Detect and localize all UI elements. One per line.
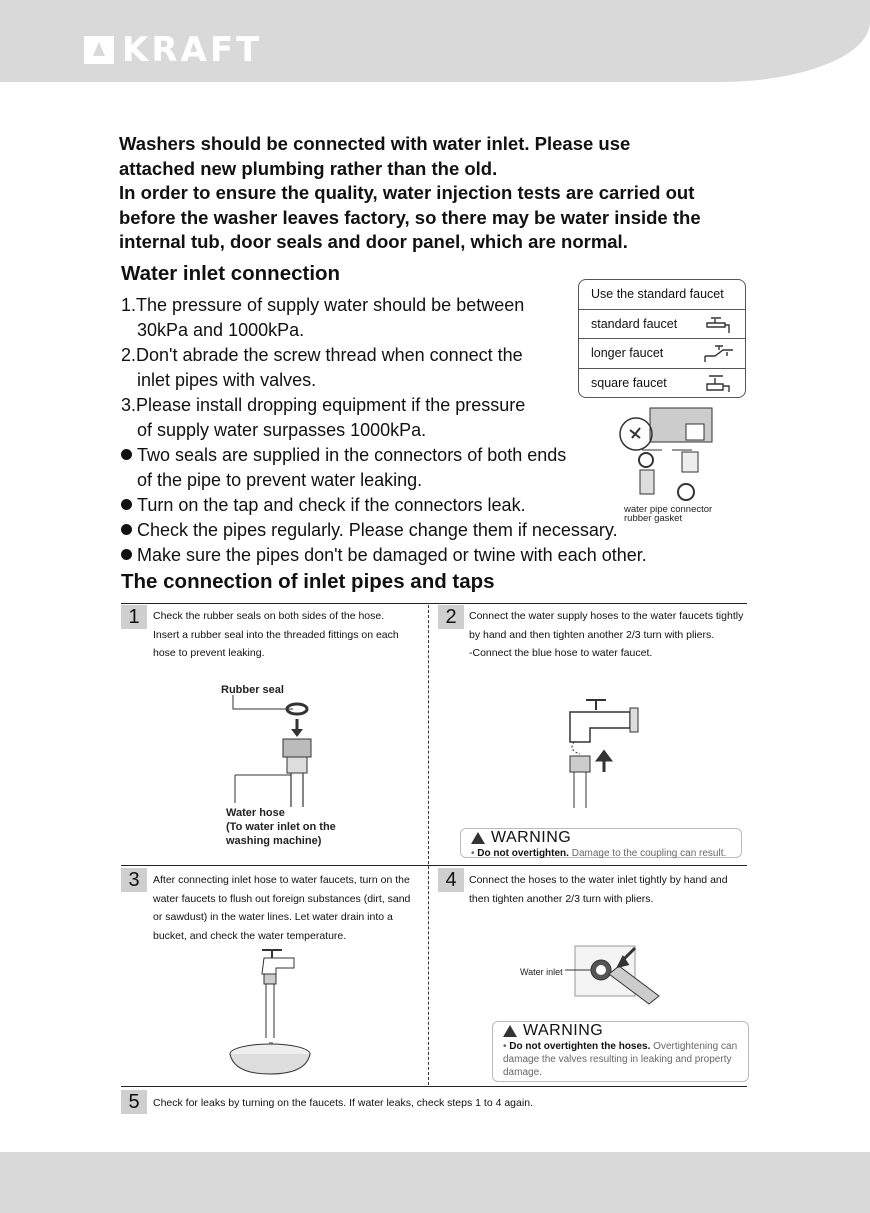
step-5-text: Check for leaks by turning on the faucets. If water leaks, check steps 1 to 4 again. xyxy=(153,1097,533,1109)
list-item: inlet pipes with valves. xyxy=(137,370,317,390)
intro-line: Washers should be connected with water inlet. Please use xyxy=(119,133,631,154)
logo-icon xyxy=(84,36,114,64)
warning-text: • Do not overtighten the hoses. Overtightening can damage the valves resulting in leaking and property damage. xyxy=(503,1041,738,1078)
step-number: 2 xyxy=(438,605,464,629)
step-number: 1 xyxy=(121,605,147,629)
list-item: 1.The pressure of supply water should be between xyxy=(121,295,525,315)
list-item: 3.Please install dropping equipment if the pressure xyxy=(121,395,526,415)
footer-band xyxy=(0,1152,870,1213)
bullet-icon xyxy=(121,524,132,535)
step-3-text: After connecting inlet hose to water faucets, turn on the water faucets to flush out foreign substances (dirt, sand or sawdust) in the water lines. Let water drain into a bucket, and check the water temperature. xyxy=(153,874,411,942)
warning-icon xyxy=(471,832,485,844)
bullet-icon xyxy=(121,499,132,510)
brand-logo xyxy=(84,30,262,70)
connector-caption: water pipe connector rubber gasket xyxy=(624,504,713,524)
warning-icon xyxy=(503,1025,517,1037)
intro-line: before the washer leaves factory, so there may be water inside the xyxy=(119,206,701,228)
faucet-row-standard: standard faucet xyxy=(579,310,745,340)
faucet-row-longer: longer faucet xyxy=(579,339,745,369)
step-number: 5 xyxy=(121,1090,147,1114)
faucet-hose-illustration xyxy=(556,694,646,809)
list-item: Make sure the pipes don't be damaged or twine with each other. xyxy=(121,543,681,568)
rubber-seal-label: Rubber seal xyxy=(221,684,284,696)
list-item: Two seals are supplied in the connectors of both ends xyxy=(121,443,681,468)
step-4-text: Connect the hoses to the water inlet tightly by hand and then tighten another 2/3 turn with pliers. xyxy=(469,874,728,905)
divider xyxy=(121,1086,747,1087)
list-item: of supply water surpasses 1000kPa. xyxy=(137,420,427,440)
section-title-connection: The connection of inlet pipes and taps xyxy=(121,570,495,593)
divider xyxy=(121,603,747,604)
water-inlet-label: Water inlet xyxy=(520,967,563,977)
list-item: 2.Don't abrade the screw thread when connect the xyxy=(121,345,523,365)
faucet-table xyxy=(578,279,746,398)
column-divider xyxy=(428,605,429,1085)
intro-text xyxy=(119,132,759,255)
warning-box xyxy=(492,1021,749,1082)
step-1-text: Check the rubber seals on both sides of the hose. Insert a rubber seal into the threaded fittings on each hose to prevent leaking. xyxy=(153,610,399,659)
intro-line: attached new plumbing rather than the old. xyxy=(119,157,498,179)
list-item: 30kPa and 1000kPa. xyxy=(137,320,305,340)
step-number: 3 xyxy=(121,868,147,892)
bucket-illustration xyxy=(226,948,316,1076)
water-hose-label: Water hose (To water inlet on the washing machine) xyxy=(226,807,336,847)
intro-line: internal tub, door seals and door panel, which are normal. xyxy=(119,231,628,252)
brand-name: KRAFT xyxy=(122,30,263,70)
pipe-connector-illustration xyxy=(612,400,722,508)
warning-box xyxy=(460,828,742,858)
list-item: Check the pipes regularly. Please change them if necessary. xyxy=(121,518,681,543)
faucet-table-header: Use the standard faucet xyxy=(579,280,745,310)
bullet-icon xyxy=(121,449,132,460)
intro-line: In order to ensure the quality, water injection tests are carried out xyxy=(119,182,695,203)
longer-faucet-icon xyxy=(701,342,737,366)
water-inlet-illustration xyxy=(565,940,675,1020)
bullet-icon xyxy=(121,549,132,560)
hose-seal-illustration xyxy=(225,695,335,810)
divider xyxy=(121,865,747,866)
standard-faucet-icon xyxy=(701,313,737,337)
warning-title: WARNING xyxy=(503,1022,738,1040)
section-title-water-inlet: Water inlet connection xyxy=(121,262,341,285)
warning-text: • Do not overtighten. Damage to the coupling can result. xyxy=(471,848,727,859)
square-faucet-icon xyxy=(701,372,737,396)
list-item: of the pipe to prevent water leaking. xyxy=(137,470,423,490)
warning-title: WARNING xyxy=(471,829,731,847)
list-item: Turn on the tap and check if the connectors leak. xyxy=(121,493,681,518)
step-number: 4 xyxy=(438,868,464,892)
faucet-row-square: square faucet xyxy=(579,369,745,399)
step-2-text: Connect the water supply hoses to the water faucets tightly by hand and then tighten another 2/3 turn with pliers. -Connect the blue hose to water faucet. xyxy=(469,610,744,659)
